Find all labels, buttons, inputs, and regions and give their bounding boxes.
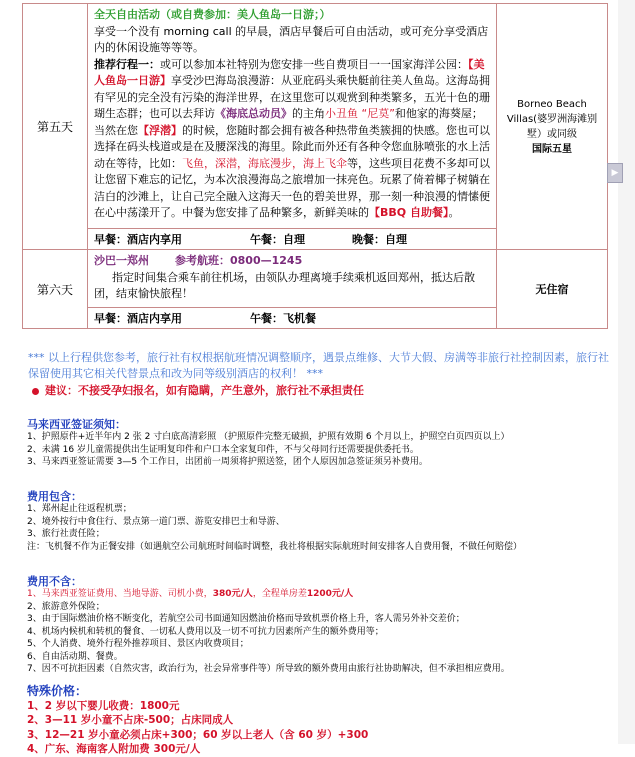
visa-list <box>27 431 509 469</box>
excluded-text: ，全程单房差 <box>252 589 307 599</box>
day6-label: 第六天 <box>23 250 88 329</box>
bbq-tag: 【BBQ 自助餐】 <box>369 206 449 219</box>
warning-dot-icon <box>32 388 39 395</box>
rec-text: 的主角 <box>292 107 325 120</box>
expand-tab-icon[interactable]: ▶ <box>607 163 623 183</box>
rec-text: 等，这些项目花费不多却可以让您留下难忘的记忆，为本次浪漫海岛之旅增加一抹亮色。玩累了倚着椰子树躺在洁白的沙滩上，让自己完全融入这海天一色的碧美世界，那一刻一种浪漫的情愫便在心中荡漾开了。中餐为您安排了品种繁多，新鲜美味的 <box>94 156 490 219</box>
breakfast: 早餐：酒店内享用 <box>94 233 182 246</box>
excluded-item: 7、因不可抗拒因素（自然灾害，政治行为，社会异常事件等）所导致的额外费用由旅行社协助解决，但不承担相应费用。 <box>27 664 510 674</box>
excluded-item <box>27 588 510 601</box>
itinerary-table <box>22 3 608 329</box>
included-item: 3、旅行社责任险； <box>27 529 105 539</box>
excluded-item: 4、机场内候机和转机的餐食、一切私人费用以及一切不可抗力因素所产生的额外费用等； <box>27 626 384 637</box>
visa-title: 马来西亚签证须知： <box>27 418 126 431</box>
day6-row <box>23 250 608 329</box>
day5-hotel <box>497 4 608 250</box>
visa-item: 1、护照原件+近半年内 2 张 2 寸白底高清彩照 （护照原件完整无破损，护照有效期 6 个月以上，护照空白页四页以上） <box>27 432 510 442</box>
tip-price: 380元/人 <box>212 589 253 599</box>
excluded-item: 6、自由活动期、餐费。 <box>27 651 123 662</box>
day5-intro: 享受一个没有 morning call 的早晨，酒店早餐后可自由活动，或可充分享受酒店内的休闲设施等等等。 <box>94 24 489 54</box>
visa-item: 2、未满 16 岁儿童需提供出生证明复印件和户口本全家复印件，不与父母同行还需要提供委托书。 <box>27 444 419 455</box>
rec-text: 。 <box>448 206 460 219</box>
day5-recommendation <box>94 57 491 222</box>
day5-meals <box>88 228 496 249</box>
rec-label: 推荐行程一： <box>94 57 160 71</box>
included-item: 2、境外按行中食住行、景点第一道门票、游览安排巴士和导游、 <box>27 516 285 527</box>
dinner: 晚餐：自理 <box>352 233 407 246</box>
route: 沙巴一郑州 <box>94 254 149 267</box>
island-tag: 【美人鱼岛一日游】 <box>94 57 485 87</box>
day6-hotel: 无住宿 <box>497 250 608 329</box>
window-edge <box>618 0 635 744</box>
itinerary-note: *** 以上行程供您参考，旅行社有权根据航班情况调整顺序，遇景点维修、大节大假、房满等非旅行社控制因素，旅行社保留使用其它相关代替景点和改为同等级别酒店的权利！ *** <box>28 351 609 380</box>
special-item: 3、12—21 岁小童必须占床+300；60 岁以上老人（含 60 岁）+300 <box>27 728 369 741</box>
included-list <box>27 503 522 553</box>
lunch: 午餐：飞机餐 <box>250 312 316 325</box>
included-title: 费用包含： <box>27 490 82 503</box>
day6-meals <box>88 307 496 328</box>
breakfast: 早餐：酒店内享用 <box>94 312 182 325</box>
included-item: 1、郑州起止往返程机票； <box>27 504 132 514</box>
day6-text: 指定时间集合乘车前往机场，由领队办理离境手续乘机返回郑州，抵达后散团，结束愉快旅程！ <box>94 270 475 300</box>
rec-text: 和他家的海葵屋；当然在您 <box>94 107 483 137</box>
included-item: 注：飞机餐不作为正餐安排（如遇航空公司航班时间临时调整，我社将根据实际航班时间安排客人自费用餐，不做任何赔偿） <box>27 541 523 552</box>
day5-title: 全天自由活动（或自费参加：美人鱼岛一日游；） <box>94 8 331 21</box>
excluded-item: 2、旅游意外保险； <box>27 601 105 612</box>
day5-label: 第五天 <box>23 4 88 250</box>
rec-text: 享受沙巴海岛浪漫游：从亚庇码头乘快艇前往美人鱼岛。这海岛拥有罕见的完全没有污染的海洋世界，在这里您可以观赏到种类繁多，五光十色的珊瑚生态群；也可以去拜访 <box>94 74 490 120</box>
lunch: 午餐：自理 <box>250 233 305 246</box>
rec-text: 或可以参加本社特别为您安排一些自费项目一一国家海洋公园： <box>160 57 468 71</box>
special-item: 4、广东、海南客人附加费 300元/人 <box>27 743 201 755</box>
rec-text: 的时候，您随时都会拥有被各种热带鱼类簇拥的快感。您也可以选择在码头栈道或是在及腰深浅的海里。除此而外还有各种令您血脉喷张的水上活动在等待，比如： <box>94 123 490 170</box>
visa-item: 3、马来西亚签证需要 3—5 个工作日，出团前一周须将护照送签，团个人原因加急签证须另补费用。 <box>27 457 428 467</box>
special-item: 2、3—11 岁小童不占床-500；占床同成人 <box>27 714 234 726</box>
hotel-grade: 国际五星 <box>532 143 572 155</box>
excluded-list <box>27 588 510 676</box>
nemo-tag: 《海底总动员》 <box>215 107 292 120</box>
warning-text: 建议：不接受孕妇报名，如有隐瞒，产生意外，旅行社不承担责任 <box>45 384 364 397</box>
excluded-text: 1、马来西亚签证费用、当地导游、司机小费， <box>27 589 213 599</box>
day6-title <box>94 253 491 270</box>
excluded-item: 3、由于国际燃油价格不断变化，若航空公司书面通知因燃油价格而导致机票价格上升，客人需另外补交差价； <box>27 614 465 624</box>
snorkel-tag: 【浮潜】 <box>138 123 182 137</box>
hotel-name: Borneo Beach Villas(婆罗洲海滩别墅）或同级 <box>506 98 598 140</box>
warning <box>32 382 364 398</box>
day5-content <box>88 4 497 250</box>
excluded-item: 5、个人消费、境外行程外推荐项目、景区内收费项目； <box>27 639 249 649</box>
day5-row <box>23 4 608 250</box>
special-item: 1、2 岁以下婴儿收费：1800元 <box>27 699 180 712</box>
nemo-name: 小丑鱼 “尼莫” <box>325 107 395 120</box>
activities: 飞鱼，深潜，海底漫步，海上飞伞 <box>182 156 347 170</box>
single-supplement: 1200元/人 <box>306 589 354 599</box>
special-price <box>27 684 368 757</box>
day6-content <box>88 250 497 329</box>
flight: 参考航班：0800—1245 <box>175 254 303 267</box>
special-title: 特殊价格： <box>27 684 88 698</box>
excluded-title: 费用不含： <box>27 575 82 588</box>
